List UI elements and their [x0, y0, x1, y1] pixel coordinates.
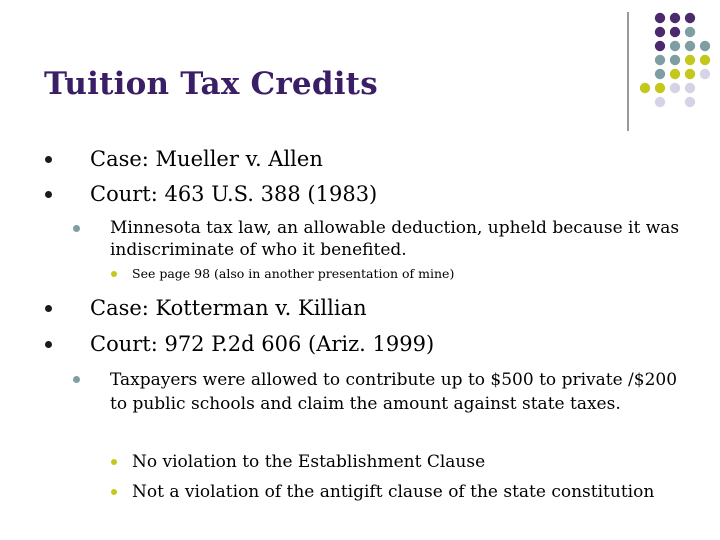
bullet-item-level3: [0, 451, 720, 473]
bullet-text: Case: Kotterman v. Killian: [90, 296, 367, 320]
bullet-text: Court: 972 P.2d 606 (Ariz. 1999): [90, 332, 435, 356]
bullet-text: Court: 463 U.S. 388 (1983): [90, 182, 378, 206]
bullet-item-level2: [0, 368, 720, 440]
bullet-item-level2: [0, 217, 720, 261]
bullet-text: Case: Mueller v. Allen: [90, 147, 323, 171]
bullet-item-level1: [0, 146, 720, 172]
bullet-dot: [73, 225, 80, 232]
bullet-dot: [45, 305, 52, 312]
bullet-text: See page 98 (also in another presentation of mine): [132, 266, 455, 281]
bullet-dot: [45, 191, 52, 198]
bullet-text: Taxpayers were allowed to contribute up to $500 to private /$200 to public schools and claim the amount against state taxes.: [110, 370, 678, 414]
bullet-dot: [73, 376, 80, 383]
bullet-dot: [45, 156, 52, 163]
bullet-text: Minnesota tax law, an allowable deduction, upheld because it was indiscriminate of who it benefited.: [110, 218, 680, 260]
bullet-dot: [111, 459, 117, 465]
bullet-dot: [111, 489, 117, 495]
bullet-item-level1: [0, 331, 720, 357]
bullet-dot: [111, 271, 117, 277]
bullet-dot: [45, 341, 52, 348]
bullet-item-level3: [0, 481, 720, 503]
bullet-item-level3: [0, 266, 720, 282]
bullet-text: No violation to the Establishment Clause: [132, 452, 486, 472]
bullet-item-level1: [0, 181, 720, 207]
bullet-item-level1: [0, 295, 720, 321]
bullet-text: Not a violation of the antigift clause of the state constitution: [132, 482, 655, 502]
slide-title: Tuition Tax Credits: [44, 66, 378, 102]
